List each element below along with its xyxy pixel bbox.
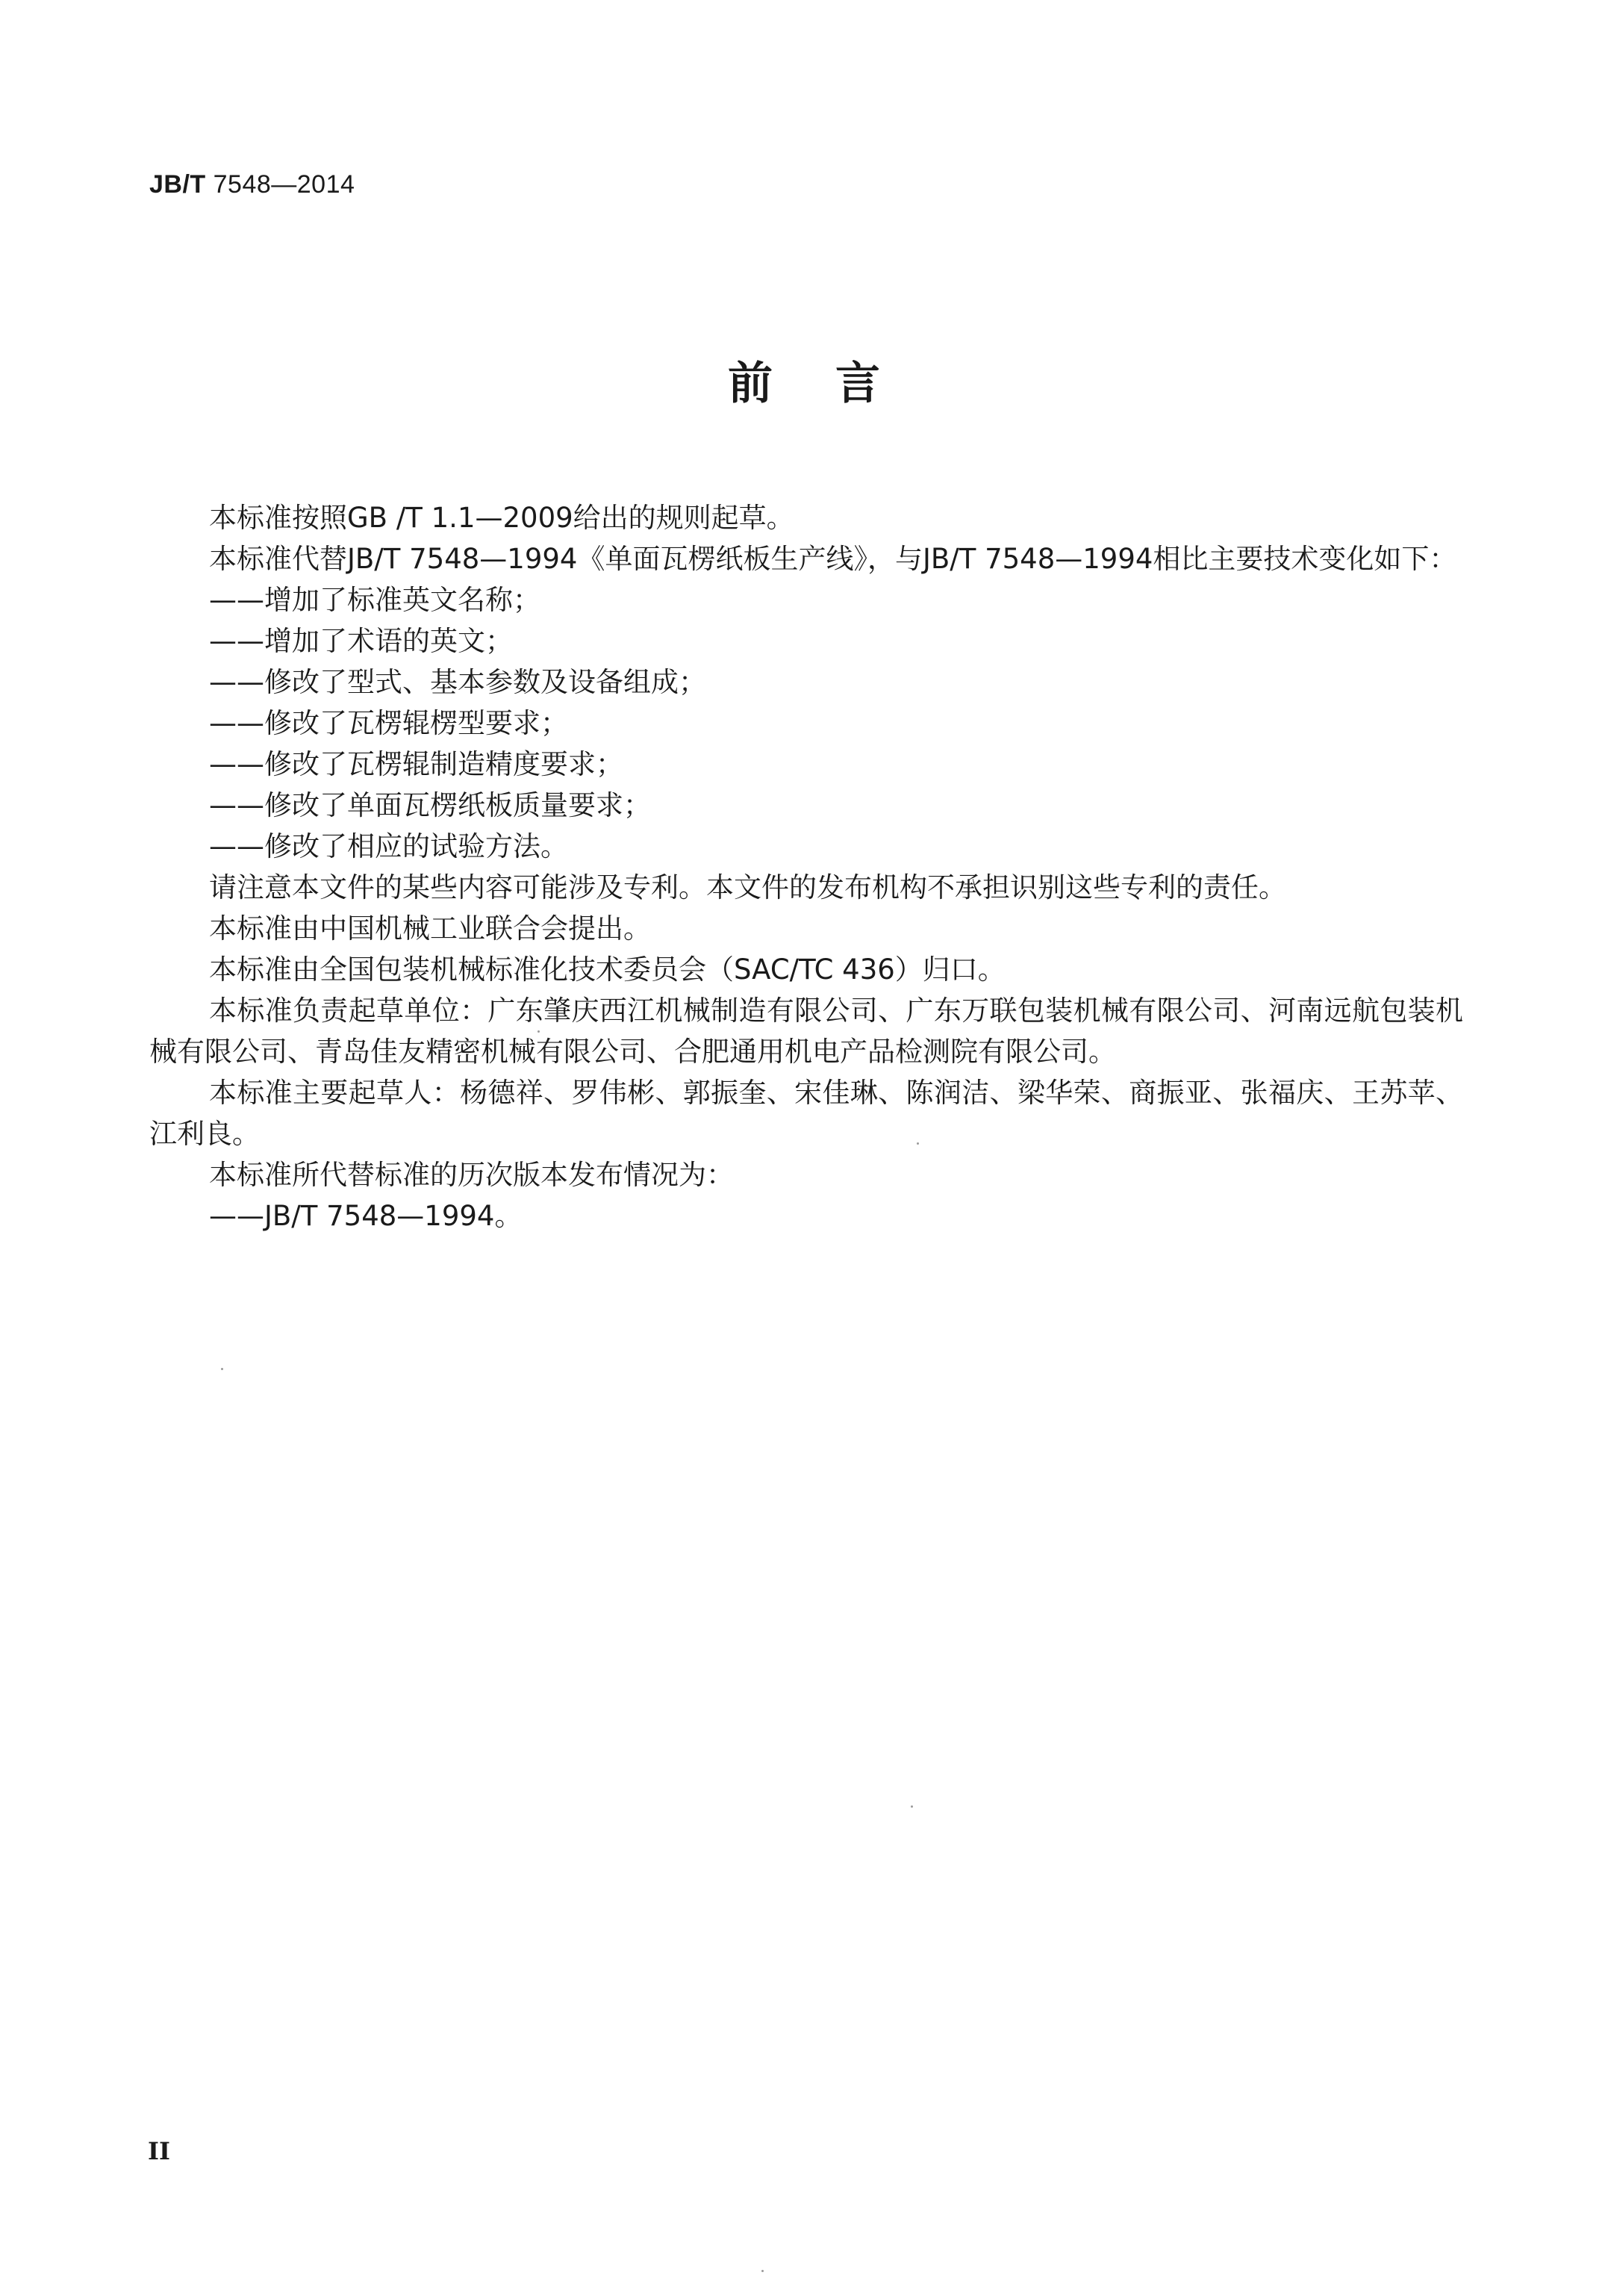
patent-notice: 请注意本文件的某些内容可能涉及专利。本文件的发布机构不承担识别这些专利的责任。 xyxy=(209,871,1286,903)
scan-speck xyxy=(911,1805,913,1808)
history-item: ——JB/T 7548—1994。 xyxy=(209,1200,523,1232)
scan-speck xyxy=(537,1030,540,1033)
scan-speck xyxy=(221,1368,223,1370)
change-item: ——修改了单面瓦楞纸板质量要求； xyxy=(209,789,651,821)
foreword-body xyxy=(149,497,1463,1236)
change-item: ——修改了相应的试验方法。 xyxy=(209,830,568,862)
change-item: ——增加了标准英文名称； xyxy=(209,584,540,616)
scan-speck xyxy=(761,2270,764,2272)
history-intro-paragraph: 本标准所代替标准的历次版本发布情况为： xyxy=(209,1159,734,1191)
proposed-by-paragraph: 本标准由中国机械工业联合会提出。 xyxy=(209,912,651,945)
page-number: II xyxy=(148,2137,170,2165)
drafters-paragraph: 本标准主要起草人：杨德祥、罗伟彬、郭振奎、宋佳琳、陈润洁、梁华荣、商振亚、张福庆、王苏苹、江利良。 xyxy=(149,1077,1463,1150)
standard-code-prefix: JB/T xyxy=(149,170,206,199)
change-item: ——修改了瓦楞辊楞型要求； xyxy=(209,707,568,739)
standard-code-number: 7548—2014 xyxy=(205,170,355,199)
centralized-by-paragraph: 本标准由全国包装机械标准化技术委员会（SAC/TC 436）归口。 xyxy=(209,953,1006,986)
drafting-rule-paragraph: 本标准按照GB /T 1.1—2009给出的规则起草。 xyxy=(209,502,794,534)
replacement-paragraph: 本标准代替JB/T 7548—1994《单面瓦楞纸板生产线》，与JB/T 7548—1994相比主要技术变化如下： xyxy=(209,543,1457,575)
section-title: 前言 xyxy=(728,358,943,410)
change-item: ——增加了术语的英文； xyxy=(209,625,513,657)
scan-speck xyxy=(917,1142,919,1145)
drafting-units-paragraph: 本标准负责起草单位：广东肇庆西江机械制造有限公司、广东万联包装机械有限公司、河南远航包装机械有限公司、青岛佳友精密机械有限公司、合肥通用机电产品检测院有限公司。 xyxy=(149,995,1463,1068)
change-item: ——修改了瓦楞辊制造精度要求； xyxy=(209,748,623,780)
change-item: ——修改了型式、基本参数及设备组成； xyxy=(209,666,706,698)
standard-code xyxy=(149,170,355,199)
